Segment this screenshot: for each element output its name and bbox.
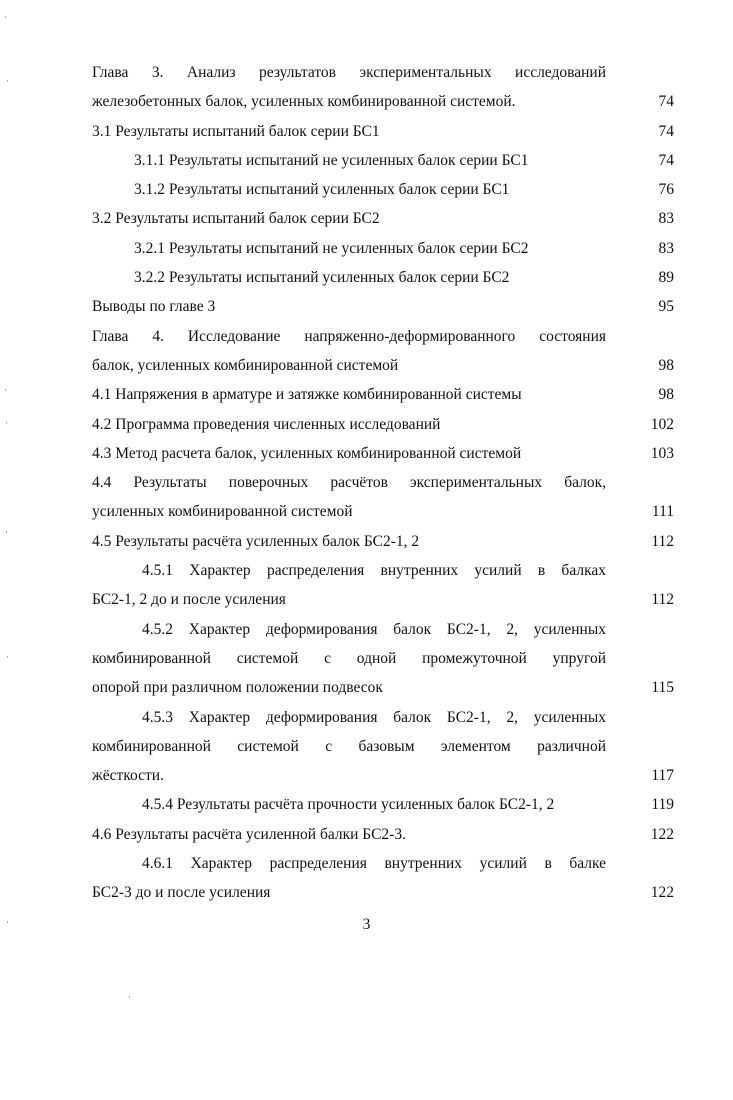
scan-speck: · <box>5 418 8 428</box>
toc-page: 111 <box>651 503 674 521</box>
toc-text: БС2-1, 2 до и после усиления <box>92 591 286 609</box>
toc-line <box>92 204 674 233</box>
toc-text: 4.2 Программа проведения численных исследований <box>92 415 441 433</box>
toc-line <box>92 351 674 380</box>
toc-page: 98 <box>658 386 674 404</box>
toc-text: 3.2.1 Результаты испытаний не усиленных балок серии БС2 <box>134 239 529 257</box>
toc-line <box>92 556 674 585</box>
toc-page: 74 <box>658 122 674 140</box>
toc-page: 83 <box>658 210 674 228</box>
toc-text: 4.4 Результаты поверочных расчётов экспериментальных балок, <box>92 474 606 492</box>
toc-text: 3.1.2 Результаты испытаний усиленных балок серии БС1 <box>134 181 510 199</box>
table-of-contents <box>92 58 674 908</box>
toc-line <box>92 820 674 849</box>
toc-text: 4.6 Результаты расчёта усиленной балки БС2-3. <box>92 825 406 843</box>
toc-line <box>92 146 674 175</box>
toc-text: железобетонных балок, усиленных комбинированной системой. <box>92 93 516 111</box>
toc-text: 4.5.2 Характер деформирования балок БС2-1, 2, усиленных <box>142 620 606 638</box>
toc-text: 4.5 Результаты расчёта усиленных балок БС2-1, 2 <box>92 532 420 550</box>
scan-speck: · <box>6 917 9 927</box>
toc-line <box>92 322 674 351</box>
toc-page: 102 <box>650 415 674 433</box>
toc-text: БС2-3 до и после усиления <box>92 884 271 902</box>
toc-text: 4.1 Напряжения в арматуре и затяжке комбинированной системы <box>92 386 522 404</box>
toc-page: 74 <box>658 151 674 169</box>
page-number: 3 <box>362 916 371 933</box>
toc-text: комбинированной системой с одной промежуточной упругой <box>92 649 606 667</box>
toc-page: 112 <box>651 591 674 609</box>
toc-text: Выводы по главе 3 <box>92 298 216 316</box>
toc-page: 74 <box>658 93 674 111</box>
toc-line <box>92 117 674 146</box>
toc-line <box>92 849 674 878</box>
toc-text: 3.2 Результаты испытаний балок серии БС2 <box>92 210 380 228</box>
toc-line <box>92 732 674 761</box>
toc-line <box>92 87 674 116</box>
toc-text: 4.6.1 Характер распределения внутренних усилий в балке <box>142 855 606 873</box>
toc-line <box>92 878 674 907</box>
toc-text: 4.3 Метод расчета балок, усиленных комбинированной системой <box>92 444 522 462</box>
toc-text: 4.5.1 Характер распределения внутренних усилий в балках <box>142 562 606 580</box>
toc-line <box>92 703 674 732</box>
toc-line <box>92 234 674 263</box>
toc-text: 3.2.2 Результаты испытаний усиленных балок серии БС2 <box>134 269 510 287</box>
toc-text: Глава 3. Анализ результатов экспериментальных исследований <box>92 64 606 81</box>
toc-line <box>92 790 674 819</box>
toc-text: 4.5.4 Результаты расчёта прочности усиленных балок БС2-1, 2 <box>142 796 555 814</box>
toc-text: 3.1.1 Результаты испытаний не усиленных балок серии БС1 <box>134 151 529 169</box>
toc-line <box>92 585 674 614</box>
toc-line <box>92 761 674 790</box>
toc-text: балок, усиленных комбинированной системой <box>92 356 399 374</box>
toc-text: комбинированной системой с базовым элементом различной <box>92 737 606 755</box>
toc-text: жёсткости. <box>92 767 164 785</box>
toc-page: 122 <box>650 825 674 843</box>
scan-speck: · <box>6 76 9 86</box>
toc-line <box>92 292 674 321</box>
toc-page: 76 <box>658 181 674 199</box>
toc-text: 4.5.3 Характер деформирования балок БС2-1, 2, усиленных <box>142 708 606 726</box>
toc-line <box>92 497 674 526</box>
toc-page: 117 <box>651 767 674 785</box>
toc-line <box>92 673 674 702</box>
toc-page: 95 <box>658 298 674 316</box>
toc-line <box>92 468 674 497</box>
toc-line <box>92 615 674 644</box>
scan-speck: · <box>4 385 7 395</box>
toc-line <box>92 644 674 673</box>
toc-page: 103 <box>650 444 674 462</box>
toc-line <box>92 527 674 556</box>
toc-page: 112 <box>651 532 674 550</box>
scan-speck: · <box>6 652 9 662</box>
toc-page: 115 <box>651 679 674 697</box>
toc-line <box>92 439 674 468</box>
toc-line <box>92 175 674 204</box>
toc-page: 119 <box>651 796 674 814</box>
toc-text: 3.1 Результаты испытаний балок серии БС1 <box>92 122 380 140</box>
toc-line <box>92 380 674 409</box>
toc-page: 89 <box>658 269 674 287</box>
toc-text: Глава 4. Исследование напряженно-деформированного состояния <box>92 327 606 345</box>
scan-speck: · <box>128 992 131 1002</box>
toc-page: 122 <box>650 884 674 902</box>
toc-page: 83 <box>658 239 674 257</box>
toc-text: опорой при различном положении подвесок <box>92 679 383 697</box>
toc-line <box>92 263 674 292</box>
scan-speck: · <box>5 527 8 537</box>
toc-text: усиленных комбинированной системой <box>92 503 353 521</box>
toc-line <box>92 58 674 87</box>
scan-speck: · <box>4 12 7 22</box>
toc-page: 98 <box>658 356 674 374</box>
toc-line <box>92 410 674 439</box>
